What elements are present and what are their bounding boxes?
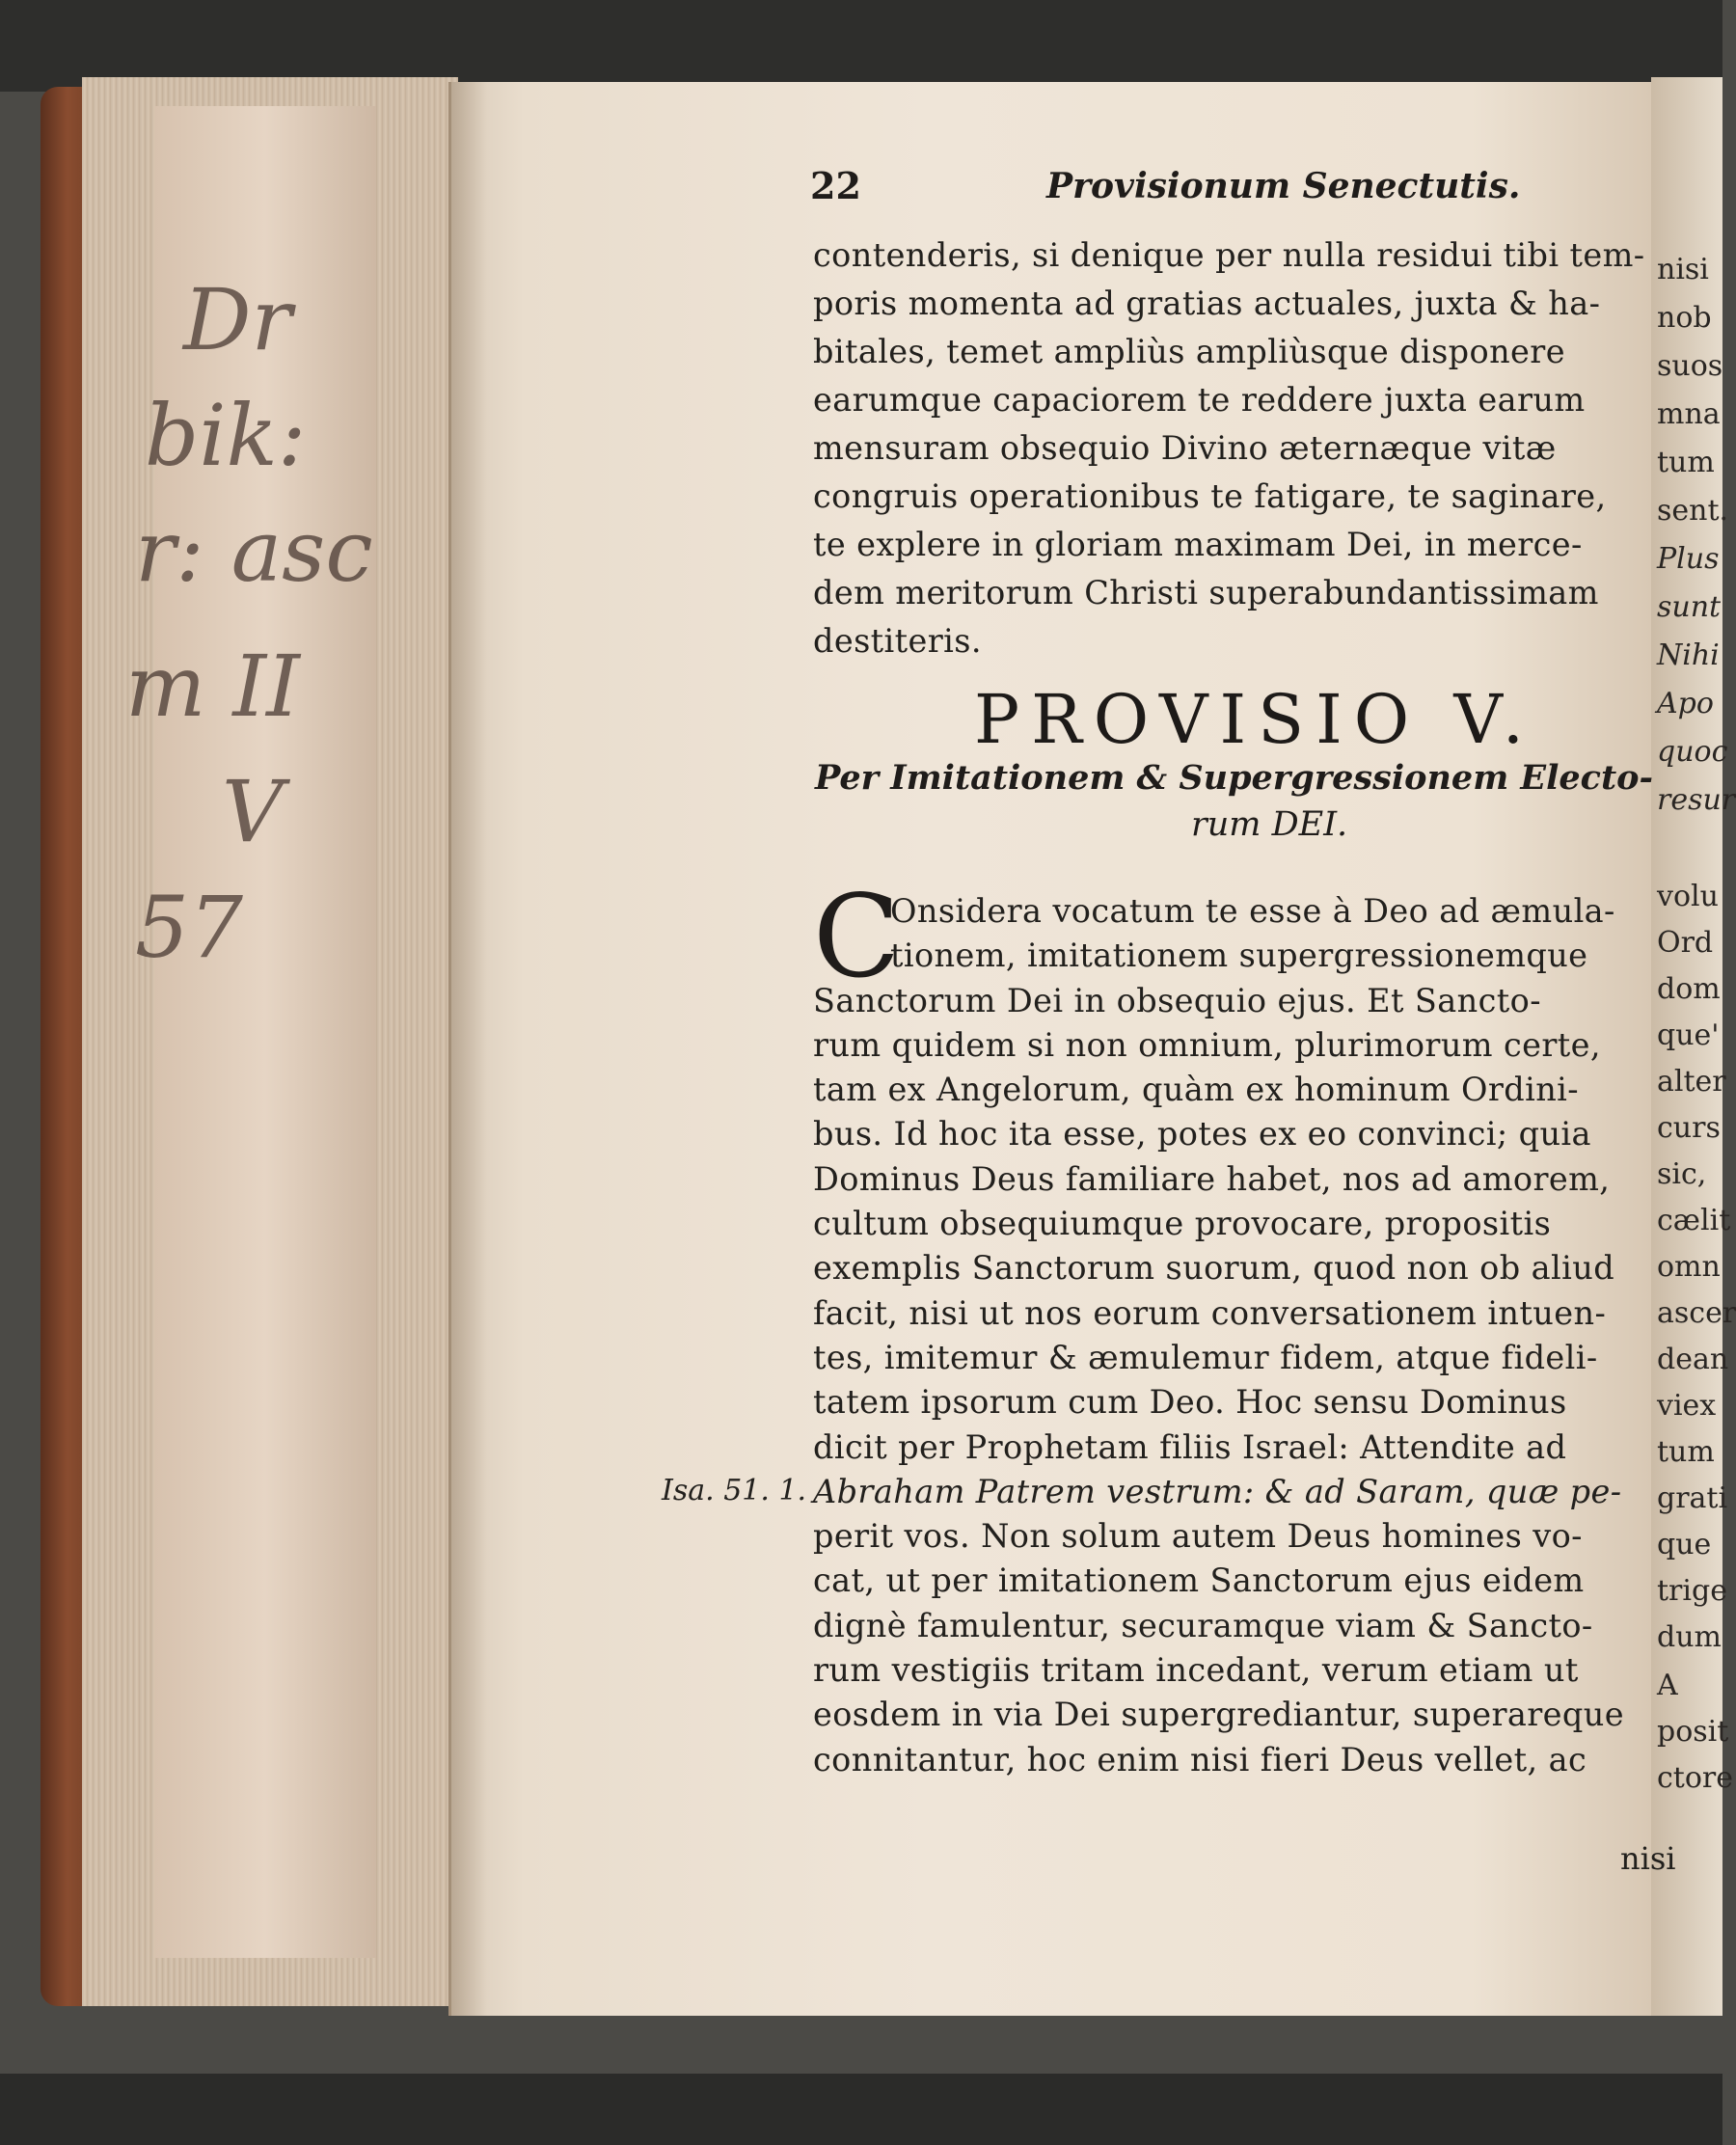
subtitle-line: Per Imitationem & Supergressionem Electo- xyxy=(815,758,1654,798)
fragment: resur xyxy=(1657,783,1736,817)
text-line: cultum obsequiumque provocare, propositis xyxy=(813,1205,1552,1243)
running-head xyxy=(810,164,1582,212)
body-paragraph xyxy=(813,889,1652,1782)
section-title: PROVISIO V. xyxy=(974,680,1535,759)
text-line: bitales, temet ampliùs ampliùsque disponere xyxy=(813,333,1565,370)
text-line: earumque capaciorem te reddere juxta earum xyxy=(813,381,1586,419)
margin-reference: Isa. 51. 1. xyxy=(662,1474,807,1507)
fore-edge-writing: r: asc xyxy=(135,502,373,601)
text-line: tam ex Angelorum, quàm ex hominum Ordini- xyxy=(813,1071,1579,1109)
fragment: Ord xyxy=(1657,926,1714,960)
fragment: mna xyxy=(1657,397,1721,431)
text-line: dicit per Prophetam filiis Israel: Attendite ad xyxy=(813,1427,1567,1466)
text-line: bus. Id hoc ita esse, potes ex eo convinci; quia xyxy=(813,1115,1591,1154)
fragment: Plus xyxy=(1657,542,1720,576)
text-line: Sanctorum Dei in obsequio ejus. Et Sancto- xyxy=(813,981,1541,1019)
text-line: tatem ipsorum cum Deo. Hoc sensu Dominus xyxy=(813,1383,1567,1422)
fragment: dom xyxy=(1657,972,1721,1006)
text-line: congruis operationibus te fatigare, te saginare, xyxy=(813,477,1607,515)
fore-edge-writing: m II xyxy=(125,637,300,736)
fore-edge xyxy=(125,106,376,1958)
fragment: que xyxy=(1657,1528,1712,1561)
text-line: Onsidera vocatum te esse à Deo ad æmula- xyxy=(890,892,1615,930)
fore-edge-writing: Dr xyxy=(183,270,292,369)
text-line: perit vos. Non solum autem Deus homines vo- xyxy=(813,1517,1583,1556)
text-line: dignè famulentur, securamque viam & Sancto- xyxy=(813,1606,1593,1644)
page-gutter-shadow xyxy=(448,82,487,2016)
fore-edge-writing: bik: xyxy=(145,386,307,485)
fragment: ctore xyxy=(1657,1761,1734,1795)
text-line: Abraham Patrem vestrum: & ad Saram, quæ pe- xyxy=(813,1472,1622,1510)
fragment: sic, xyxy=(1657,1157,1707,1191)
fragment: cælit xyxy=(1657,1204,1731,1237)
fragment: Nihi xyxy=(1657,638,1720,672)
text-line: tionem, imitationem supergressionemque xyxy=(890,937,1588,975)
fragment: sunt xyxy=(1657,590,1722,624)
text-line: dem meritorum Christi superabundantissimam xyxy=(813,574,1599,611)
text-line: destiteris. xyxy=(813,622,982,660)
fragment: omn xyxy=(1657,1250,1721,1284)
fragment: quoc xyxy=(1657,735,1728,769)
fragment: Apo xyxy=(1657,687,1714,720)
fragment: alter xyxy=(1657,1065,1726,1099)
text-line: tes, imitemur & æmulemur fidem, atque fideli- xyxy=(813,1338,1598,1376)
fragment: tum xyxy=(1657,446,1715,479)
top-paragraph xyxy=(813,231,1652,665)
fragment: curs xyxy=(1657,1111,1721,1145)
text-line: cat, ut per imitationem Sanctorum ejus eidem xyxy=(813,1561,1585,1600)
fragment: sent. xyxy=(1657,494,1729,528)
text-line: mensuram obsequio Divino æternæque vitæ xyxy=(813,429,1557,467)
running-head-title: Provisionum Senectutis. xyxy=(1046,166,1521,206)
text-line: rum quidem si non omnium, plurimorum certe, xyxy=(813,1025,1601,1064)
fore-edge-writing: V xyxy=(222,762,284,861)
fore-edge-writing: 57 xyxy=(135,878,243,977)
text-line: eosdem in via Dei supergrediantur, superareque xyxy=(813,1696,1624,1734)
fragment: volu xyxy=(1657,880,1719,913)
fragment: suos xyxy=(1657,349,1723,383)
text-line: poris momenta ad gratias actuales, juxta & ha- xyxy=(813,285,1601,322)
fragment: dean xyxy=(1657,1343,1729,1376)
fragment: A xyxy=(1657,1669,1678,1702)
section-subtitle xyxy=(815,755,1654,848)
backdrop-bottom xyxy=(0,2074,1722,2145)
page-number: 22 xyxy=(810,164,861,207)
subtitle-line: rum DEI. xyxy=(1191,805,1348,844)
fragment: nisi xyxy=(1657,253,1709,286)
text-line: te explere in gloriam maximam Dei, in merce- xyxy=(813,526,1583,563)
text-line: contenderis, si denique per nulla residui tibi tem- xyxy=(813,236,1645,274)
drop-cap: C xyxy=(813,870,901,1003)
fragment: dum xyxy=(1657,1620,1722,1654)
text-line: facit, nisi ut nos eorum conversationem intuen- xyxy=(813,1293,1607,1332)
text-line: exemplis Sanctorum suorum, quod non ob aliud xyxy=(813,1249,1615,1288)
fragment: trige xyxy=(1657,1574,1727,1608)
text-line: Dominus Deus familiare habet, nos ad amorem, xyxy=(813,1159,1611,1198)
fragment: tum xyxy=(1657,1435,1715,1469)
fragment: ascer xyxy=(1657,1296,1736,1330)
fragment: nob xyxy=(1657,301,1712,335)
text-line: connitantur, hoc enim nisi fieri Deus vellet, ac xyxy=(813,1740,1587,1778)
fragment: viex xyxy=(1657,1389,1717,1423)
fragment: posit xyxy=(1657,1715,1729,1749)
fragment: que' xyxy=(1657,1018,1720,1052)
fragment: grati xyxy=(1657,1481,1728,1515)
catchword: nisi xyxy=(1620,1840,1676,1877)
text-line: rum vestigiis tritam incedant, verum etiam ut xyxy=(813,1651,1579,1690)
